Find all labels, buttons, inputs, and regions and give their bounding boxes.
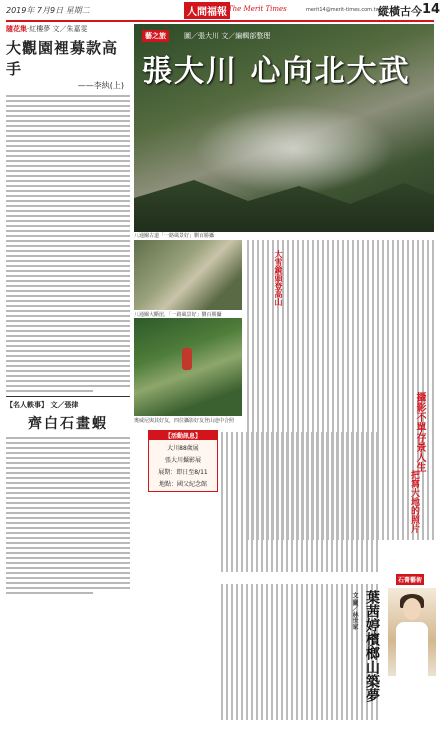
bottom-author: 文‧圖／林世家 xyxy=(351,592,358,630)
hero-caption: 八通關古道「一路風景好」劉百勝攝 xyxy=(134,233,215,239)
event-info-box xyxy=(148,430,218,492)
left-column xyxy=(6,24,130,597)
side-headline-c: 大雪鏡頭登高山 xyxy=(274,250,284,306)
issue-date: 2019年 7月9日 星期二 xyxy=(6,6,90,15)
trail-photo xyxy=(134,318,242,416)
kicker-tag: 隨花集 xyxy=(6,25,27,33)
feature-headline: 張大川 心向北大武 xyxy=(142,54,411,89)
article-subtitle: ——李紈(上) xyxy=(77,81,124,90)
hero-photo xyxy=(134,24,434,232)
feature-byline: 圖／張大川 文／編輯部整理 xyxy=(184,32,271,40)
event-info-line: 地點：國父紀念館 xyxy=(158,481,207,488)
kicker-rest: ‧紅樓夢 xyxy=(27,25,51,33)
trail-caption: 奧威尼與其好友，四位攝影好友登山途中合照 xyxy=(134,418,235,424)
cliff-caption: 八通關大斷崖，「一路風景好」劉百勝攝 xyxy=(134,312,222,318)
article-kicker xyxy=(6,24,130,34)
contact-email: merit14@merit-times.com.tw xyxy=(306,7,380,13)
article-title: 大觀園裡募款高手 xyxy=(6,39,119,78)
lower-text-lines xyxy=(220,432,380,722)
column-kicker-author: 文／張律 xyxy=(50,401,79,409)
section-title: 縱橫古今 xyxy=(378,5,422,18)
lower-body-text xyxy=(220,432,380,722)
article-body xyxy=(6,95,130,392)
side-headline-b: 把寫大地的照片 xyxy=(409,470,419,533)
bottom-headline: 葉茜婷檳榔山築夢 xyxy=(364,590,380,702)
side-headline-a: 攝影不單存景人生 xyxy=(414,392,425,472)
column-kicker xyxy=(6,400,130,410)
feature-label: 藝之旅 xyxy=(142,30,169,42)
kicker-author: 文／朱嘉雯 xyxy=(52,25,88,33)
cliff-photo xyxy=(134,240,242,310)
column-body xyxy=(6,437,130,594)
page-header xyxy=(6,2,440,20)
event-info-head: 【活動訊息】 xyxy=(149,431,217,440)
column-kicker-name: 【名人軼事】 xyxy=(6,401,48,409)
event-info-line: 大川88歲展 xyxy=(167,445,199,452)
masthead-logo-en: The Merit Times xyxy=(228,5,287,13)
masthead-logo: 人間福報 xyxy=(184,2,230,19)
page-number: 14 xyxy=(422,2,440,17)
header-divider xyxy=(6,20,434,22)
section-divider xyxy=(6,396,130,397)
portrait-photo xyxy=(388,588,436,676)
bottom-section-label: 石膏藝術 xyxy=(396,574,424,585)
event-info-line: 展期：即日至8/11 xyxy=(158,469,208,476)
column-title: 齊白石畫蝦 xyxy=(28,416,108,432)
event-info-line: 張大川攝影展 xyxy=(164,457,201,464)
